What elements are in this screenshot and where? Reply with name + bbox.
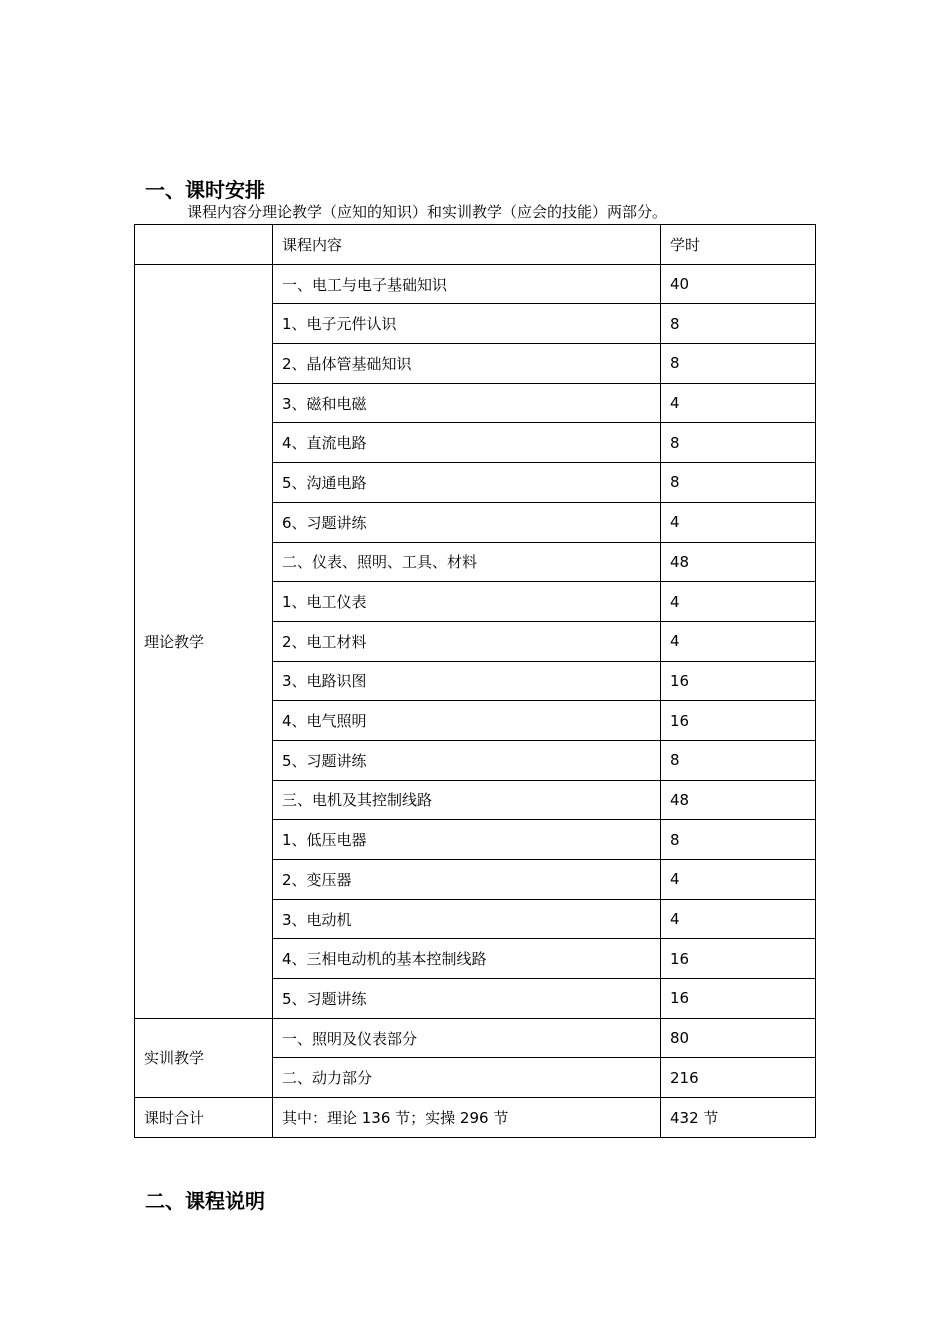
table-row xyxy=(135,264,816,304)
content-cell: 2、变压器 xyxy=(273,860,661,900)
content-cell: 二、仪表、照明、工具、材料 xyxy=(273,542,661,582)
section-heading-description: 二、课程说明 xyxy=(145,1189,265,1213)
content-cell: 1、电子元件认识 xyxy=(273,304,661,344)
table-row xyxy=(135,1098,816,1138)
content-cell: 4、直流电路 xyxy=(273,423,661,463)
hours-cell: 4 xyxy=(661,899,816,939)
hours-cell: 16 xyxy=(661,661,816,701)
hours-cell: 8 xyxy=(661,740,816,780)
content-cell: 一、电工与电子基础知识 xyxy=(273,264,661,304)
content-cell: 4、三相电动机的基本控制线路 xyxy=(273,939,661,979)
content-cell: 1、低压电器 xyxy=(273,820,661,860)
hours-cell: 8 xyxy=(661,344,816,384)
header-hours-cell: 学时 xyxy=(661,225,816,265)
hours-cell: 216 xyxy=(661,1058,816,1098)
intro-paragraph: 课程内容分理论教学（应知的知识）和实训教学（应会的技能）两部分。 xyxy=(187,203,668,221)
content-cell: 5、沟通电路 xyxy=(273,463,661,503)
content-cell: 5、习题讲练 xyxy=(273,740,661,780)
hours-cell: 8 xyxy=(661,463,816,503)
content-cell: 二、动力部分 xyxy=(273,1058,661,1098)
content-cell: 5、习题讲练 xyxy=(273,979,661,1019)
section-heading-schedule: 一、课时安排 xyxy=(145,178,265,202)
content-cell: 三、电机及其控制线路 xyxy=(273,780,661,820)
hours-cell: 432 节 xyxy=(661,1098,816,1138)
hours-cell: 16 xyxy=(661,939,816,979)
category-cell: 课时合计 xyxy=(135,1098,273,1138)
table-header-row xyxy=(135,225,816,265)
schedule-table xyxy=(134,224,816,1138)
hours-cell: 4 xyxy=(661,502,816,542)
content-cell: 3、磁和电磁 xyxy=(273,383,661,423)
content-cell: 1、电工仪表 xyxy=(273,582,661,622)
table-row xyxy=(135,1018,816,1058)
hours-cell: 8 xyxy=(661,820,816,860)
header-content-cell: 课程内容 xyxy=(273,225,661,265)
content-cell: 2、电工材料 xyxy=(273,621,661,661)
hours-cell: 80 xyxy=(661,1018,816,1058)
hours-cell: 48 xyxy=(661,542,816,582)
hours-cell: 4 xyxy=(661,383,816,423)
hours-cell: 4 xyxy=(661,582,816,622)
hours-cell: 16 xyxy=(661,979,816,1019)
content-cell: 4、电气照明 xyxy=(273,701,661,741)
header-category-cell xyxy=(135,225,273,265)
content-cell: 其中：理论 136 节；实操 296 节 xyxy=(273,1098,661,1138)
hours-cell: 40 xyxy=(661,264,816,304)
category-cell: 理论教学 xyxy=(135,264,273,1018)
schedule-table-body xyxy=(135,225,816,1138)
content-cell: 6、习题讲练 xyxy=(273,502,661,542)
content-cell: 2、晶体管基础知识 xyxy=(273,344,661,384)
hours-cell: 4 xyxy=(661,621,816,661)
content-cell: 3、电路识图 xyxy=(273,661,661,701)
hours-cell: 8 xyxy=(661,304,816,344)
hours-cell: 16 xyxy=(661,701,816,741)
hours-cell: 8 xyxy=(661,423,816,463)
hours-cell: 4 xyxy=(661,860,816,900)
content-cell: 3、电动机 xyxy=(273,899,661,939)
content-cell: 一、照明及仪表部分 xyxy=(273,1018,661,1058)
hours-cell: 48 xyxy=(661,780,816,820)
category-cell: 实训教学 xyxy=(135,1018,273,1097)
